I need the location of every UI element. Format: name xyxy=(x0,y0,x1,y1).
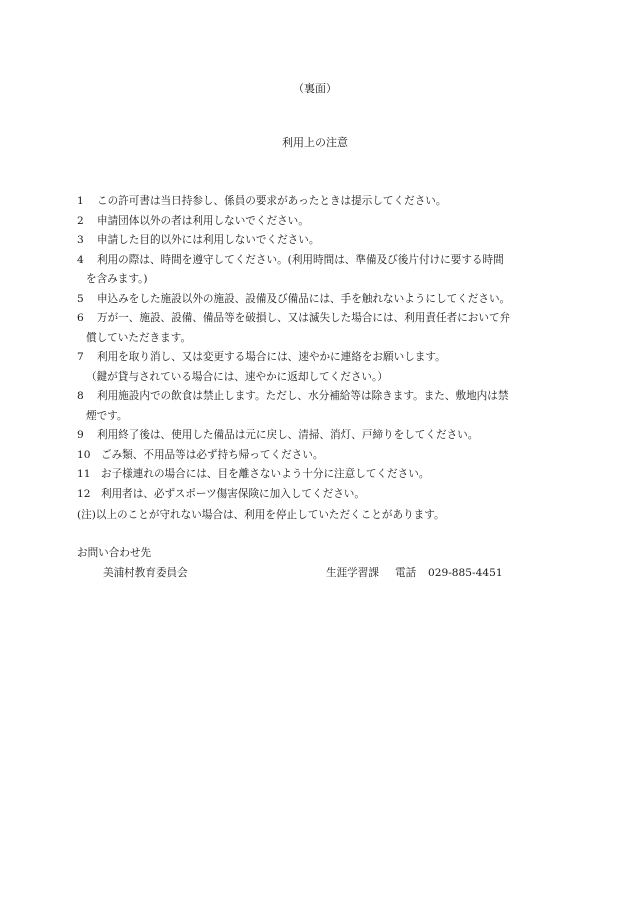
rule-number: 11 xyxy=(77,468,91,480)
rule-number: 2 xyxy=(77,214,84,227)
rule-number: 5 xyxy=(77,292,84,305)
rule-number: 1 xyxy=(77,195,84,207)
rule-text-continued: 煙です。 xyxy=(86,409,128,422)
rule-text: 利用終了後は、使用した備品は元に戻し、清掃、消灯、戸締りをしてください。 xyxy=(97,429,479,441)
page-title: 利用上の注意 xyxy=(282,136,348,149)
rules-list xyxy=(77,192,547,504)
rule-text: 利用を取り消し、又は変更する場合には、速やかに連絡をお願いします。 xyxy=(97,351,446,363)
contact-department: 生涯学習課 xyxy=(326,567,379,579)
rule-text: 利用者は、必ずスポーツ傷害保険に加入してください。 xyxy=(101,487,365,500)
rule-text: この許可書は当日持参し、係員の要求があったときは提示してください。 xyxy=(97,195,447,207)
rule-item xyxy=(77,309,547,348)
rule-item xyxy=(77,212,547,232)
back-side-label: （裏面） xyxy=(293,82,337,95)
rule-text-continued: （鍵が貸与されている場合には、速やかに返却してください。） xyxy=(86,370,388,383)
rule-text-continued: を含みます。) xyxy=(86,273,148,285)
rule-text: 利用の際は、時間を遵守してください。(利用時間は、準備及び後片付けに要する時間 xyxy=(97,253,504,266)
rule-item xyxy=(77,387,547,426)
rule-text-continued: 償していただきます。 xyxy=(86,331,192,344)
rule-number: 9 xyxy=(77,429,84,441)
rule-item xyxy=(77,192,547,212)
rule-number: 6 xyxy=(77,312,84,324)
rule-item xyxy=(77,231,547,251)
rule-text: お子様連れの場合には、目を離さないよう十分に注意してください。 xyxy=(101,468,430,480)
rule-item xyxy=(77,465,547,485)
rule-number: 10 xyxy=(77,448,91,461)
rule-item xyxy=(77,485,547,505)
rule-text: 申請団体以外の者は利用しないでください。 xyxy=(97,214,309,227)
rule-text: 申請した目的以外には利用しないでください。 xyxy=(97,234,320,246)
contact-heading: お問い合わせ先 xyxy=(77,547,152,559)
rule-number: 8 xyxy=(77,390,84,402)
rule-item xyxy=(77,348,547,387)
rule-item xyxy=(77,290,547,310)
footnote: (注)以上のことが守れない場合は、利用を停止していただくことがあります。 xyxy=(77,509,445,521)
rule-text: ごみ類、不用品等は必ず持ち帰ってください。 xyxy=(101,448,324,461)
rule-number: 3 xyxy=(77,234,84,246)
rule-text: 申込みをした施設以外の施設、設備及び備品には、手を触れないようにしてください。 xyxy=(97,292,511,305)
contact-phone-label: 電話 xyxy=(395,567,417,579)
rule-item xyxy=(77,426,547,446)
rule-text: 利用施設内での飲食は禁止します。ただし、水分補給等は除きます。また、敷地内は禁 xyxy=(97,390,509,402)
rule-text: 万が一、施設、設備、備品等を破損し、又は滅失した場合には、利用責任者において弁 xyxy=(97,312,511,324)
rule-number: 12 xyxy=(77,487,91,500)
contact-organization: 美浦村教育委員会 xyxy=(103,567,188,579)
rule-item xyxy=(77,251,547,290)
rule-item xyxy=(77,446,547,466)
rule-number: 7 xyxy=(77,351,84,363)
contact-phone-number: 029-885-4451 xyxy=(428,567,503,579)
rule-number: 4 xyxy=(77,253,84,266)
